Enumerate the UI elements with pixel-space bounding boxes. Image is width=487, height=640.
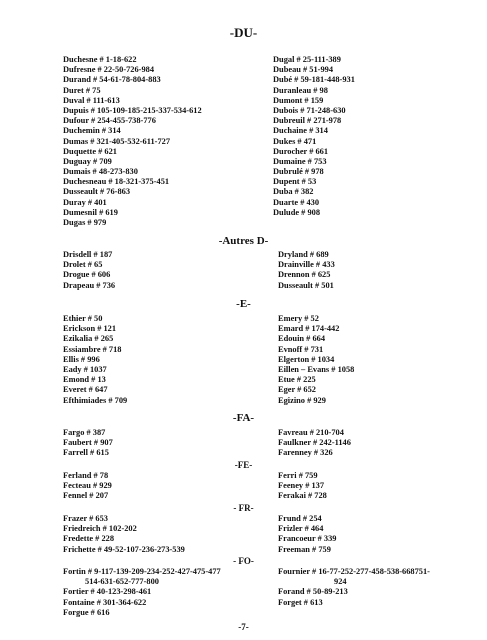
entry: Frichette # 49-52-107-236-273-539 <box>63 544 185 554</box>
section-title-du: -DU- <box>229 25 258 40</box>
entry: Dubé # 59-181-448-931 <box>273 75 355 85</box>
fo-right-column <box>278 567 430 608</box>
entry: Frizler # 464 <box>278 524 324 534</box>
entry: Dryland # 689 <box>278 250 329 259</box>
fr-left-column <box>63 514 185 555</box>
entry: Frund # 254 <box>278 514 322 523</box>
entry: Dumas # 321-405-532-611-727 <box>63 136 171 146</box>
entry: Ellis # 996 <box>63 354 100 364</box>
page-number: -7- <box>238 622 249 632</box>
entry: Ferland # 78 <box>63 471 109 480</box>
entry: Fortier # 40-123-298-461 <box>63 587 152 597</box>
entry: Ferri # 759 <box>278 471 318 480</box>
entry-continuation: 924 <box>334 577 347 587</box>
autres-d-right-column <box>278 250 335 291</box>
entry: Elgerton # 1034 <box>278 354 335 364</box>
entry: Eger # 652 <box>278 385 316 395</box>
entry: Duchesne # 1-18-622 <box>63 55 137 64</box>
entry: Dubreuil # 271-978 <box>273 116 342 126</box>
entry: Ezikalia # 265 <box>63 334 114 344</box>
du-left-column <box>63 55 202 228</box>
entry: Dulude # 908 <box>273 207 321 217</box>
entry: Fecteau # 929 <box>63 481 112 491</box>
entry: Drainville # 433 <box>278 260 335 270</box>
entry: Duret # 75 <box>63 85 101 95</box>
entry: Erickson # 121 <box>63 324 117 334</box>
entry: Dubeau # 51-994 <box>273 65 334 75</box>
entry: Eady # 1037 <box>63 364 107 374</box>
entry: Drisdell # 187 <box>63 250 113 259</box>
fr-right-column <box>278 514 336 555</box>
entry: Fredette # 228 <box>63 534 115 544</box>
entry: Fournier # 16-77-252-277-458-538-668751- <box>278 567 430 576</box>
e-left-column <box>63 314 127 406</box>
entry: Farrell # 615 <box>63 448 109 458</box>
entry: Drennon # 625 <box>278 270 331 280</box>
entry: Fargo # 387 <box>63 428 106 437</box>
fa-right-column <box>278 428 351 459</box>
entry: Duval # 111-613 <box>63 95 120 105</box>
entry: Evnoff # 731 <box>278 344 324 354</box>
entry: Duquette # 621 <box>63 146 117 156</box>
section-heading-fe: -FE- <box>234 460 253 470</box>
entry: Duguay # 709 <box>63 156 112 166</box>
entry: Frazer # 653 <box>63 514 108 523</box>
entry: Ferakai # 728 <box>278 491 327 501</box>
e-right-column <box>278 314 354 406</box>
entry: Faubert # 907 <box>63 438 113 448</box>
entry: Dumaine # 753 <box>273 156 327 166</box>
entry: Duranleau # 98 <box>273 85 328 95</box>
entry: Emond # 13 <box>63 375 106 385</box>
entry: Francoeur # 339 <box>278 534 337 544</box>
entry: Faulkner # 242-1146 <box>278 438 351 448</box>
entry: Favreau # 210-704 <box>278 428 344 437</box>
fo-left-column <box>63 567 221 618</box>
entry: Dupuis # 105-109-185-215-337-534-612 <box>63 105 202 115</box>
entry: Etue # 225 <box>278 375 316 385</box>
section-heading-fo: - FO- <box>233 556 254 566</box>
section-heading-fa: -FA- <box>232 412 255 424</box>
section-heading-e: -E- <box>236 298 251 310</box>
entry: Essiambre # 718 <box>63 344 122 354</box>
entry: Duchesneau # 18-321-375-451 <box>63 177 170 187</box>
autres-d-left-column <box>63 250 115 291</box>
entry: Duchemin # 314 <box>63 126 121 136</box>
du-right-column <box>273 55 355 218</box>
entry: Drapeau # 736 <box>63 280 116 290</box>
entry: Durand # 54-61-78-804-883 <box>63 75 161 85</box>
entry: Edouin # 664 <box>278 334 326 344</box>
entry: Fontaine # 301-364-622 <box>63 597 147 607</box>
entry: Emard # 174-442 <box>278 324 340 334</box>
entry: Ethier # 50 <box>63 314 103 323</box>
entry: Efthimiades # 709 <box>63 395 128 405</box>
entry: Dusseault # 501 <box>278 280 334 290</box>
entry: Fennel # 207 <box>63 491 109 501</box>
entry: Dufour # 254-455-738-776 <box>63 116 156 126</box>
entry: Dupent # 53 <box>273 177 317 187</box>
entry: Farenney # 326 <box>278 448 333 458</box>
entry: Dugal # 25-111-389 <box>273 55 341 64</box>
entry: Dumesnil # 619 <box>63 207 118 217</box>
entry: Feeney # 137 <box>278 481 325 491</box>
section-heading-fr: - FR- <box>233 503 254 513</box>
entry: Drogue # 606 <box>63 270 111 280</box>
entry: Dukes # 471 <box>273 136 317 146</box>
entry: Dufresne # 22-50-726-984 <box>63 65 155 75</box>
entry: Dugas # 979 <box>63 218 107 227</box>
entry: Duray # 401 <box>63 197 107 207</box>
entry: Duchaine # 314 <box>273 126 328 136</box>
entry: Drolet # 65 <box>63 260 103 270</box>
entry: Duba # 382 <box>273 187 314 197</box>
entry: Freeman # 759 <box>278 544 331 554</box>
fa-left-column <box>63 428 113 459</box>
entry: Dusseault # 76-863 <box>63 187 131 197</box>
entry: Fortin # 9-117-139-209-234-252-427-475-477 <box>63 567 221 576</box>
fe-left-column <box>63 471 112 502</box>
entry: Dumais # 48-273-830 <box>63 167 138 177</box>
entry-continuation: 514-631-652-777-800 <box>85 577 159 587</box>
entry: Everet # 647 <box>63 385 108 395</box>
entry: Dubrulé # 978 <box>273 167 324 177</box>
entry: Dubois # 71-248-630 <box>273 105 346 115</box>
entry: Friedreich # 102-202 <box>63 524 137 534</box>
section-heading-autres-d: -Autres D- <box>218 235 269 247</box>
entry: Dumont # 159 <box>273 95 324 105</box>
entry: Emery # 52 <box>278 314 319 323</box>
fe-right-column <box>278 471 327 502</box>
entry: Forget # 613 <box>278 597 323 607</box>
entry: Eillen – Evans # 1058 <box>278 364 355 374</box>
entry: Forgue # 616 <box>63 607 110 617</box>
entry: Forand # 50-89-213 <box>278 587 348 597</box>
entry: Egizino # 929 <box>278 395 326 405</box>
entry: Duarte # 430 <box>273 197 320 207</box>
entry: Durocher # 661 <box>273 146 329 156</box>
